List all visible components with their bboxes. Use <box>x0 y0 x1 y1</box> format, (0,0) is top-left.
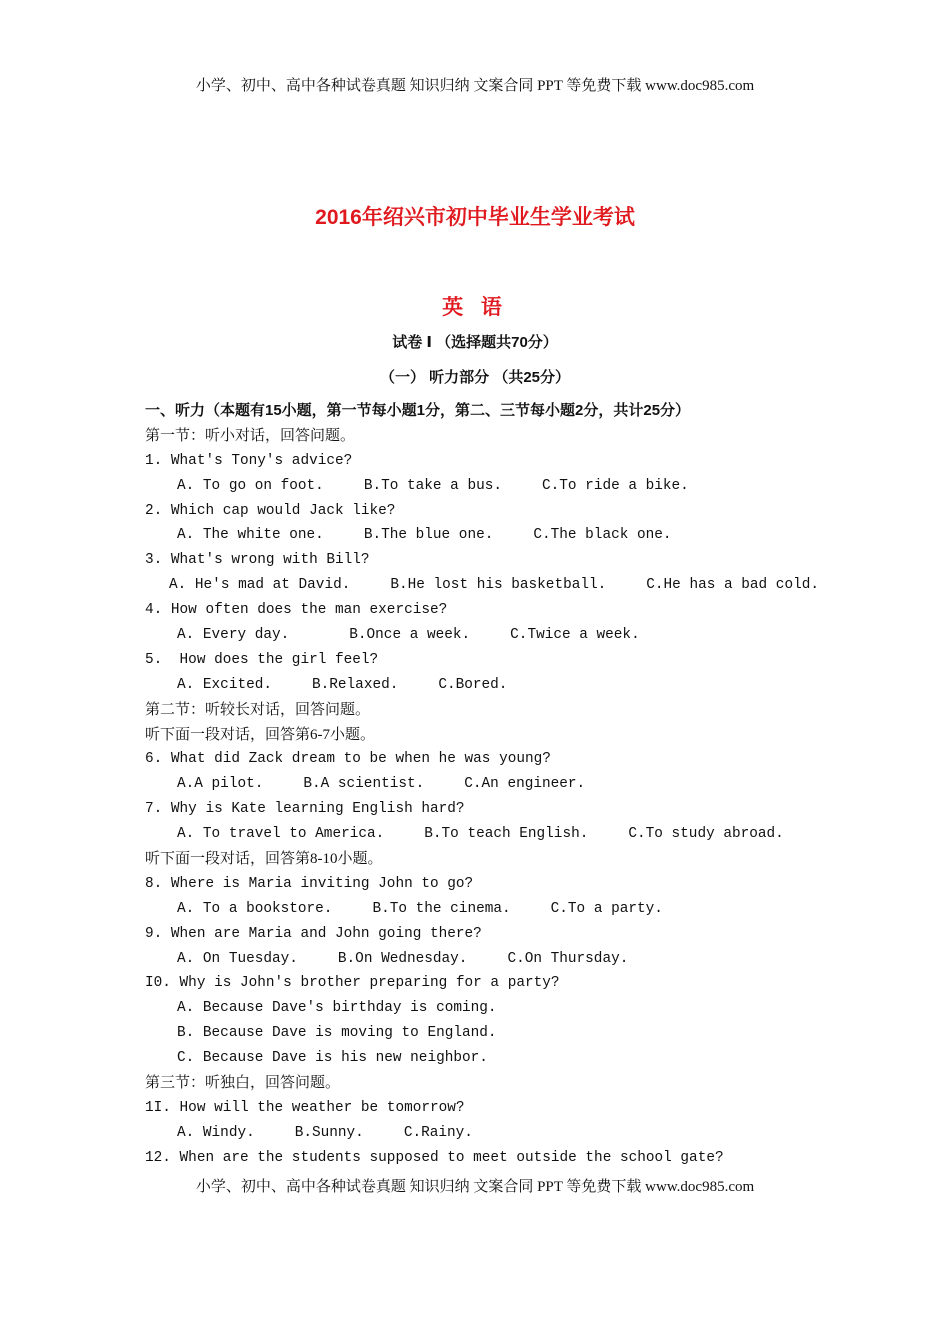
exam-title: 2016年绍兴市初中毕业生学业考试 <box>315 206 635 229</box>
question-11: 1I. How will the weather be tomorrow? <box>145 1099 465 1116</box>
question-4: 4. How often does the man exercise? <box>145 602 448 619</box>
option-b: B.To take a bus. <box>363 477 502 494</box>
question-7-options <box>145 822 825 847</box>
option-c: C.To study abroad. <box>628 826 784 843</box>
page-header: 小学、初中、高中各种试卷真题 知识归纳 文案合同 PPT 等免费下载 www.doc985.com <box>195 78 755 94</box>
option-c: C.Bored. <box>438 676 508 693</box>
question-10-option-a: A. Because Dave's birthday is coming. <box>177 1000 497 1017</box>
option-a: A. To travel to America. <box>177 826 385 843</box>
paper-heading: 试卷 Ⅰ （选择题共70分） <box>392 334 558 351</box>
option-b: B.To teach English. <box>424 826 589 843</box>
page-footer: 小学、初中、高中各种试卷真题 知识归纳 文案合同 PPT 等免费下载 www.doc985.com <box>195 1179 755 1195</box>
section-1-heading: 第一节：听小对话，回答问题。 <box>145 427 356 444</box>
question-6-options <box>145 772 825 797</box>
option-c: C.On Thursday. <box>507 950 629 967</box>
question-12: 12. When are the students supposed to meet outside the school gate? <box>145 1149 724 1166</box>
option-a: A. The white one. <box>177 527 324 544</box>
option-b: B.Relaxed. <box>312 676 399 693</box>
option-a: A. He's mad at David. <box>169 577 351 594</box>
subject-title: 英 语 <box>442 296 508 319</box>
option-a: A.A pilot. <box>177 776 264 793</box>
question-1-options <box>145 474 825 499</box>
option-c: C.To a party. <box>550 900 663 917</box>
question-5-options <box>145 673 825 698</box>
option-c: C.He has a bad cold. <box>646 577 819 594</box>
question-6: 6. What did Zack dream to be when he was young? <box>145 751 551 768</box>
option-a: A. On Tuesday. <box>177 950 298 967</box>
option-a: A. Excited. <box>177 676 272 693</box>
part-heading: （一） 听力部分 （共25分） <box>379 369 571 386</box>
dialog-8-10-instruction: 听下面一段对话，回答第8-10小题。 <box>145 851 383 868</box>
question-9-options <box>145 947 825 972</box>
question-2: 2. Which cap would Jack like? <box>145 502 396 519</box>
question-10: I0. Why is John's brother preparing for a party? <box>145 975 560 992</box>
question-10-option-b: B. Because Dave is moving to England. <box>177 1025 497 1042</box>
option-b: B.He lost his basketball. <box>390 577 607 594</box>
option-a: A. Every day. <box>177 627 290 644</box>
option-a: A. To go on foot. <box>177 477 324 494</box>
question-4-options <box>145 623 825 648</box>
question-9: 9. When are Maria and John going there? <box>145 925 482 942</box>
question-3-options <box>145 573 825 598</box>
question-5: 5. How does the girl feel? <box>145 651 379 668</box>
option-c: C.An engineer. <box>464 776 586 793</box>
section-heading: 一、听力（本题有15小题，第一节每小题1分，第二、三节每小题2分，共计25分） <box>145 402 691 419</box>
question-3: 3. What's wrong with Bill? <box>145 552 370 569</box>
question-7: 7. Why is Kate learning English hard? <box>145 801 465 818</box>
option-b: B.To the cinema. <box>372 900 511 917</box>
question-1: 1. What's Tony's advice? <box>145 452 353 469</box>
option-c: C.To ride a bike. <box>542 477 689 494</box>
option-a: A. Windy. <box>177 1124 255 1141</box>
section-2-heading: 第二节：听较长对话，回答问题。 <box>145 701 371 718</box>
exam-body <box>145 399 825 1171</box>
option-a: A. To a bookstore. <box>177 900 333 917</box>
question-8: 8. Where is Maria inviting John to go? <box>145 875 474 892</box>
question-10-option-c: C. Because Dave is his new neighbor. <box>177 1050 488 1067</box>
option-b: B.A scientist. <box>303 776 425 793</box>
option-c: C.Rainy. <box>403 1124 473 1141</box>
section-3-heading: 第三节：听独白，回答问题。 <box>145 1075 341 1092</box>
dialog-6-7-instruction: 听下面一段对话，回答第6-7小题。 <box>145 726 375 743</box>
option-b: B.The blue one. <box>363 527 494 544</box>
option-b: B.Sunny. <box>294 1124 364 1141</box>
option-c: C.Twice a week. <box>510 627 640 644</box>
question-11-options <box>145 1121 825 1146</box>
question-2-options <box>145 523 825 548</box>
option-c: C.The black one. <box>533 527 672 544</box>
option-b: B.Once a week. <box>349 627 471 644</box>
question-8-options <box>145 897 825 922</box>
option-b: B.On Wednesday. <box>337 950 468 967</box>
